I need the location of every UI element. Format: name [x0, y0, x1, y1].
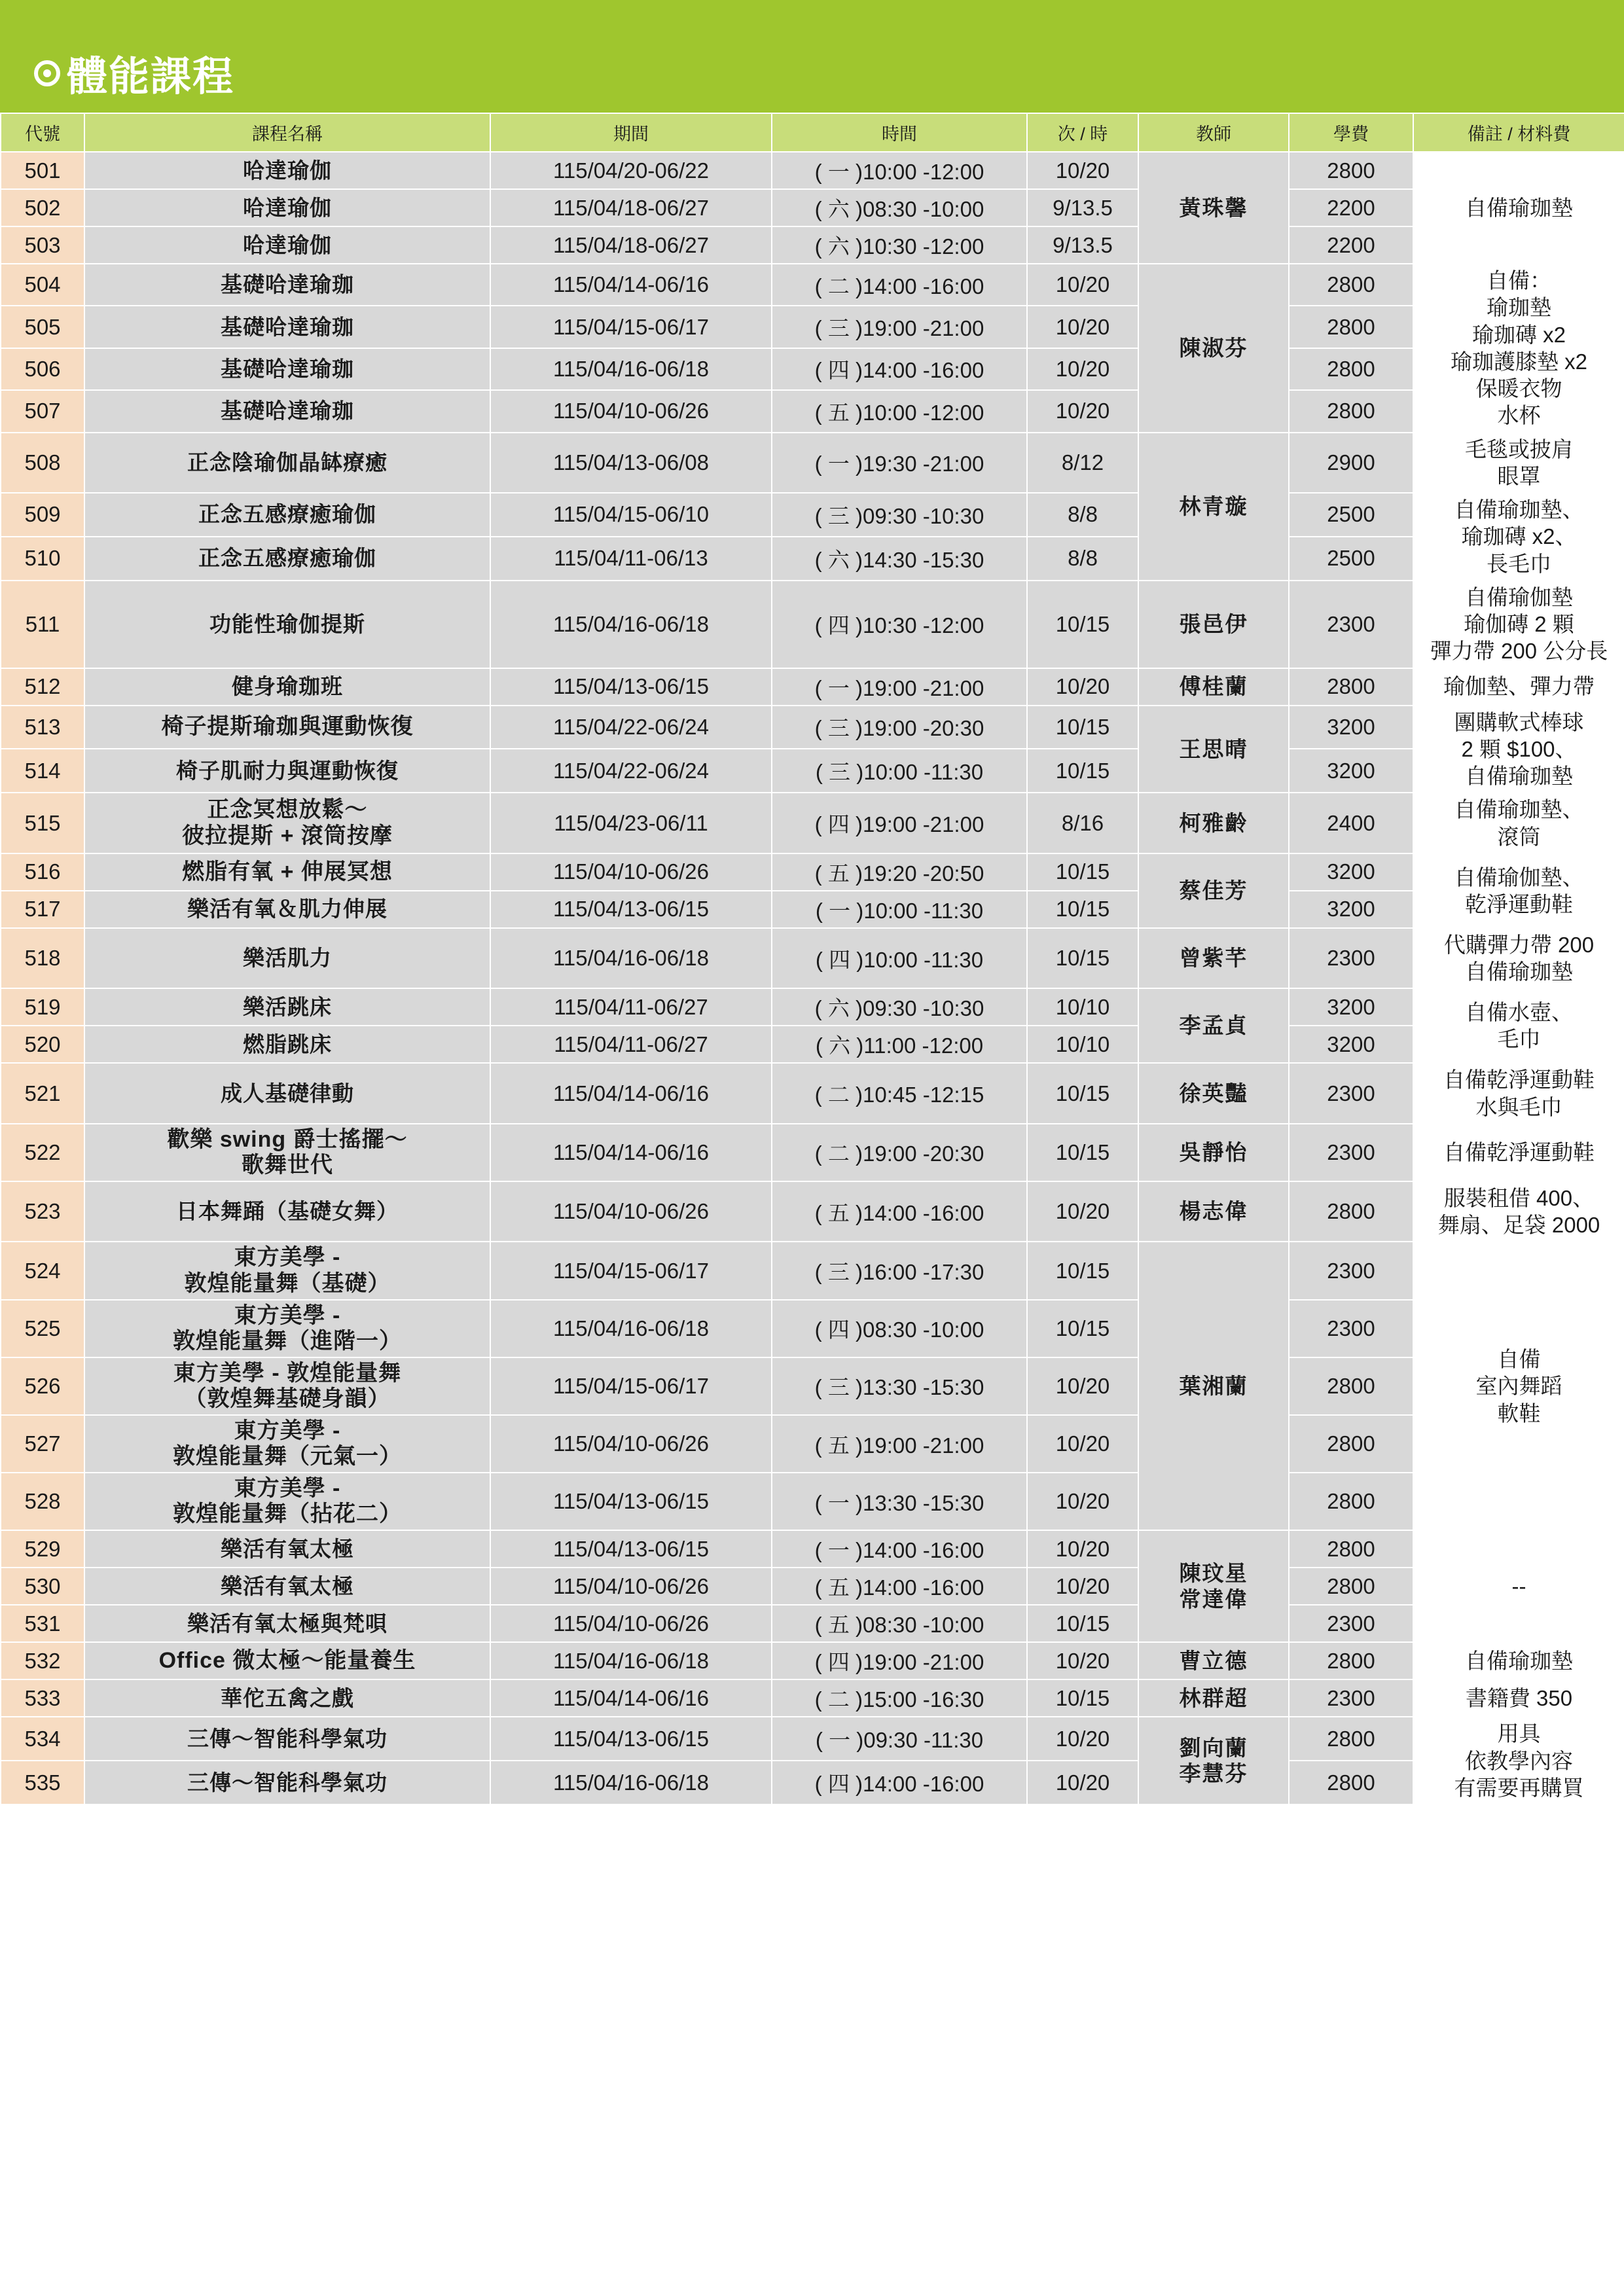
table-row: [1, 1473, 1624, 1530]
cell-period: 115/04/22-06/24: [490, 706, 772, 749]
cell-teacher: 曹立德: [1138, 1642, 1289, 1679]
cell-name: 正念五感療癒瑜伽: [84, 493, 490, 537]
cell-code: 503: [1, 226, 84, 264]
cell-fee: 3200: [1289, 1026, 1413, 1063]
cell-code: 516: [1, 853, 84, 891]
cell-name: 東方美學 - 敦煌能量舞 （敦煌舞基礎身韻）: [84, 1357, 490, 1415]
cell-note: 自備瑜珈墊、 滾筒: [1413, 793, 1624, 853]
page-header: [0, 0, 1624, 113]
cell-code: 519: [1, 988, 84, 1026]
table-row: [1, 891, 1624, 928]
column-header-note: 備註 / 材料費: [1413, 113, 1624, 152]
cell-code: 526: [1, 1357, 84, 1415]
cell-fee: 3200: [1289, 853, 1413, 891]
cell-name: 基礎哈達瑜珈: [84, 348, 490, 390]
cell-code: 506: [1, 348, 84, 390]
cell-code: 514: [1, 749, 84, 793]
cell-time: ( 一 )10:00 -12:00: [772, 152, 1027, 189]
table-row: [1, 152, 1624, 189]
cell-count: 10/20: [1027, 1761, 1138, 1804]
table-row: [1, 1242, 1624, 1299]
cell-name: 基礎哈達瑜珈: [84, 264, 490, 306]
cell-period: 115/04/16-06/18: [490, 1300, 772, 1357]
cell-time: ( 四 )10:00 -11:30: [772, 928, 1027, 989]
cell-period: 115/04/14-06/16: [490, 264, 772, 306]
table-row: [1, 348, 1624, 390]
cell-code: 520: [1, 1026, 84, 1063]
cell-time: ( 二 )10:45 -12:15: [772, 1063, 1027, 1124]
cell-period: 115/04/22-06/24: [490, 749, 772, 793]
cell-fee: 3200: [1289, 988, 1413, 1026]
cell-name: 三傳～智能科學氣功: [84, 1761, 490, 1804]
cell-count: 8/8: [1027, 537, 1138, 581]
cell-note: 自備水壺、 毛巾: [1413, 988, 1624, 1063]
cell-teacher: 黃珠馨: [1138, 152, 1289, 264]
cell-fee: 2800: [1289, 1181, 1413, 1242]
cell-fee: 2500: [1289, 493, 1413, 537]
table-row: [1, 537, 1624, 581]
cell-code: 532: [1, 1642, 84, 1679]
cell-period: 115/04/10-06/26: [490, 390, 772, 432]
table-row: [1, 493, 1624, 537]
cell-time: ( 五 )19:00 -21:00: [772, 1415, 1027, 1473]
cell-period: 115/04/13-06/15: [490, 1717, 772, 1761]
cell-period: 115/04/16-06/18: [490, 581, 772, 668]
column-header-teacher: 教師: [1138, 113, 1289, 152]
cell-teacher: 林群超: [1138, 1679, 1289, 1717]
cell-teacher: 曾紫芊: [1138, 928, 1289, 989]
cell-note: 書籍費 350: [1413, 1679, 1624, 1717]
cell-fee: 2800: [1289, 306, 1413, 348]
cell-teacher: 徐英豔: [1138, 1063, 1289, 1124]
cell-code: 507: [1, 390, 84, 432]
cell-name: 歡樂 swing 爵士搖擺～ 歌舞世代: [84, 1124, 490, 1181]
cell-count: 10/15: [1027, 853, 1138, 891]
cell-teacher: 林青璇: [1138, 433, 1289, 581]
cell-period: 115/04/14-06/16: [490, 1124, 772, 1181]
cell-name: 樂活有氧＆肌力伸展: [84, 891, 490, 928]
cell-period: 115/04/11-06/27: [490, 988, 772, 1026]
table-row: [1, 1357, 1624, 1415]
table-row: [1, 853, 1624, 891]
cell-code: 513: [1, 706, 84, 749]
cell-code: 504: [1, 264, 84, 306]
cell-count: 10/15: [1027, 1679, 1138, 1717]
cell-name: 樂活有氧太極: [84, 1568, 490, 1605]
cell-time: ( 二 )15:00 -16:30: [772, 1679, 1027, 1717]
cell-name: 基礎哈達瑜珈: [84, 390, 490, 432]
table-row: [1, 1568, 1624, 1605]
table-row: [1, 1181, 1624, 1242]
cell-period: 115/04/23-06/11: [490, 793, 772, 853]
cell-count: 10/20: [1027, 1717, 1138, 1761]
cell-note: 毛毯或披肩 眼罩: [1413, 433, 1624, 493]
cell-count: 8/16: [1027, 793, 1138, 853]
cell-fee: 2400: [1289, 793, 1413, 853]
cell-period: 115/04/16-06/18: [490, 1761, 772, 1804]
table-row: [1, 581, 1624, 668]
cell-teacher: 王思晴: [1138, 706, 1289, 793]
cell-teacher: 柯雅齡: [1138, 793, 1289, 853]
cell-count: 10/20: [1027, 1568, 1138, 1605]
table-row: [1, 1679, 1624, 1717]
cell-time: ( 二 )19:00 -20:30: [772, 1124, 1027, 1181]
cell-period: 115/04/15-06/17: [490, 1357, 772, 1415]
cell-count: 10/20: [1027, 1415, 1138, 1473]
cell-count: 10/20: [1027, 348, 1138, 390]
cell-name: 東方美學 - 敦煌能量舞（基礎）: [84, 1242, 490, 1299]
cell-fee: 3200: [1289, 706, 1413, 749]
table-row: [1, 226, 1624, 264]
cell-period: 115/04/15-06/17: [490, 306, 772, 348]
table-row: [1, 749, 1624, 793]
cell-note: --: [1413, 1530, 1624, 1642]
cell-note: 團購軟式棒球 2 顆 $100、 自備瑜珈墊: [1413, 706, 1624, 793]
cell-time: ( 五 )14:00 -16:00: [772, 1568, 1027, 1605]
cell-time: ( 四 )19:00 -21:00: [772, 793, 1027, 853]
cell-period: 115/04/15-06/10: [490, 493, 772, 537]
cell-time: ( 六 )14:30 -15:30: [772, 537, 1027, 581]
cell-count: 10/20: [1027, 264, 1138, 306]
cell-fee: 2800: [1289, 1415, 1413, 1473]
cell-count: 10/20: [1027, 1642, 1138, 1679]
cell-name: 日本舞踊（基礎女舞）: [84, 1181, 490, 1242]
cell-count: 10/15: [1027, 1063, 1138, 1124]
table-row: [1, 928, 1624, 989]
column-header-name: 課程名稱: [84, 113, 490, 152]
cell-code: 523: [1, 1181, 84, 1242]
column-header-time: 時間: [772, 113, 1027, 152]
cell-count: 10/10: [1027, 988, 1138, 1026]
table-row: [1, 1063, 1624, 1124]
cell-time: ( 四 )08:30 -10:00: [772, 1300, 1027, 1357]
cell-time: ( 五 )08:30 -10:00: [772, 1605, 1027, 1642]
cell-period: 115/04/20-06/22: [490, 152, 772, 189]
cell-note: 自備 室內舞蹈 軟鞋: [1413, 1242, 1624, 1530]
cell-count: 9/13.5: [1027, 189, 1138, 226]
table-row: [1, 1026, 1624, 1063]
table-body: [1, 152, 1624, 1804]
cell-teacher: 張邑伊: [1138, 581, 1289, 668]
cell-count: 10/20: [1027, 152, 1138, 189]
cell-name: 正念冥想放鬆～ 彼拉提斯 + 滾筒按摩: [84, 793, 490, 853]
table-row: [1, 1530, 1624, 1568]
cell-name: 功能性瑜伽提斯: [84, 581, 490, 668]
cell-code: 508: [1, 433, 84, 493]
cell-code: 528: [1, 1473, 84, 1530]
cell-period: 115/04/14-06/16: [490, 1679, 772, 1717]
table-row: [1, 793, 1624, 853]
cell-name: 椅子提斯瑜珈與運動恢復: [84, 706, 490, 749]
cell-fee: 2800: [1289, 1473, 1413, 1530]
table-row: [1, 264, 1624, 306]
cell-period: 115/04/11-06/13: [490, 537, 772, 581]
cell-count: 10/20: [1027, 1473, 1138, 1530]
cell-note: 自備瑜珈墊: [1413, 152, 1624, 264]
cell-fee: 2300: [1289, 928, 1413, 989]
cell-time: ( 四 )14:00 -16:00: [772, 348, 1027, 390]
cell-time: ( 三 )09:30 -10:30: [772, 493, 1027, 537]
cell-fee: 2300: [1289, 1124, 1413, 1181]
cell-name: 樂活肌力: [84, 928, 490, 989]
cell-name: 東方美學 - 敦煌能量舞（元氣一）: [84, 1415, 490, 1473]
cell-period: 115/04/18-06/27: [490, 189, 772, 226]
cell-teacher: 陳玟星 常達偉: [1138, 1530, 1289, 1642]
cell-count: 10/15: [1027, 891, 1138, 928]
cell-time: ( 一 )19:00 -21:00: [772, 668, 1027, 706]
cell-time: ( 一 )19:30 -21:00: [772, 433, 1027, 493]
cell-note: 服裝租借 400、 舞扇、足袋 2000: [1413, 1181, 1624, 1242]
cell-code: 535: [1, 1761, 84, 1804]
cell-name: 哈達瑜伽: [84, 226, 490, 264]
cell-note: 自備乾淨運動鞋 水與毛巾: [1413, 1063, 1624, 1124]
cell-count: 10/20: [1027, 1357, 1138, 1415]
cell-time: ( 二 )14:00 -16:00: [772, 264, 1027, 306]
cell-time: ( 五 )10:00 -12:00: [772, 390, 1027, 432]
cell-count: 10/15: [1027, 1242, 1138, 1299]
cell-count: 10/20: [1027, 306, 1138, 348]
cell-time: ( 四 )14:00 -16:00: [772, 1761, 1027, 1804]
cell-count: 10/15: [1027, 928, 1138, 989]
cell-count: 10/20: [1027, 1530, 1138, 1568]
cell-period: 115/04/11-06/27: [490, 1026, 772, 1063]
cell-time: ( 三 )10:00 -11:30: [772, 749, 1027, 793]
cell-fee: 2800: [1289, 390, 1413, 432]
cell-fee: 2800: [1289, 1568, 1413, 1605]
cell-time: ( 四 )10:30 -12:00: [772, 581, 1027, 668]
table-row: [1, 1415, 1624, 1473]
cell-period: 115/04/10-06/26: [490, 1181, 772, 1242]
cell-count: 10/20: [1027, 390, 1138, 432]
cell-code: 515: [1, 793, 84, 853]
cell-code: 533: [1, 1679, 84, 1717]
table-row: [1, 1300, 1624, 1357]
cell-code: 511: [1, 581, 84, 668]
course-table: [0, 113, 1624, 1805]
cell-fee: 2800: [1289, 264, 1413, 306]
column-header-fee: 學費: [1289, 113, 1413, 152]
cell-name: 椅子肌耐力與運動恢復: [84, 749, 490, 793]
cell-time: ( 五 )19:20 -20:50: [772, 853, 1027, 891]
cell-period: 115/04/10-06/26: [490, 1605, 772, 1642]
cell-name: 哈達瑜伽: [84, 189, 490, 226]
cell-fee: 2300: [1289, 1300, 1413, 1357]
cell-name: 哈達瑜伽: [84, 152, 490, 189]
cell-note: 用具 依教學內容 有需要再購買: [1413, 1717, 1624, 1804]
table-row: [1, 1605, 1624, 1642]
cell-fee: 2300: [1289, 1063, 1413, 1124]
cell-name: 樂活跳床: [84, 988, 490, 1026]
cell-period: 115/04/13-06/15: [490, 891, 772, 928]
cell-count: 10/10: [1027, 1026, 1138, 1063]
cell-fee: 3200: [1289, 891, 1413, 928]
cell-name: 正念陰瑜伽晶缽療癒: [84, 433, 490, 493]
cell-code: 534: [1, 1717, 84, 1761]
cell-count: 10/20: [1027, 668, 1138, 706]
cell-time: ( 六 )11:00 -12:00: [772, 1026, 1027, 1063]
cell-name: 東方美學 - 敦煌能量舞（拈花二）: [84, 1473, 490, 1530]
cell-time: ( 六 )09:30 -10:30: [772, 988, 1027, 1026]
cell-code: 530: [1, 1568, 84, 1605]
cell-note: 自備瑜伽墊、 乾淨運動鞋: [1413, 853, 1624, 928]
cell-period: 115/04/13-06/15: [490, 1473, 772, 1530]
cell-code: 512: [1, 668, 84, 706]
cell-period: 115/04/10-06/26: [490, 1568, 772, 1605]
cell-count: 9/13.5: [1027, 226, 1138, 264]
cell-fee: 2800: [1289, 1642, 1413, 1679]
table-row: [1, 706, 1624, 749]
cell-teacher: 劉向蘭 李慧芬: [1138, 1717, 1289, 1804]
cell-count: 10/15: [1027, 1300, 1138, 1357]
cell-period: 115/04/15-06/17: [490, 1242, 772, 1299]
cell-count: 8/12: [1027, 433, 1138, 493]
cell-teacher: 葉湘蘭: [1138, 1242, 1289, 1530]
cell-period: 115/04/13-06/15: [490, 668, 772, 706]
cell-name: 樂活有氧太極: [84, 1530, 490, 1568]
cell-name: 東方美學 - 敦煌能量舞（進階一）: [84, 1300, 490, 1357]
cell-fee: 2800: [1289, 1357, 1413, 1415]
cell-period: 115/04/14-06/16: [490, 1063, 772, 1124]
cell-time: ( 三 )16:00 -17:30: [772, 1242, 1027, 1299]
cell-code: 521: [1, 1063, 84, 1124]
cell-period: 115/04/13-06/08: [490, 433, 772, 493]
table-row: [1, 189, 1624, 226]
cell-code: 531: [1, 1605, 84, 1642]
page-title-text: 體能課程: [67, 54, 235, 99]
cell-code: 510: [1, 537, 84, 581]
cell-note: 自備瑜伽墊 瑜伽磚 2 顆 彈力帶 200 公分長: [1413, 581, 1624, 668]
cell-time: ( 五 )14:00 -16:00: [772, 1181, 1027, 1242]
cell-fee: 3200: [1289, 749, 1413, 793]
cell-period: 115/04/16-06/18: [490, 928, 772, 989]
cell-time: ( 三 )19:00 -20:30: [772, 706, 1027, 749]
cell-fee: 2300: [1289, 581, 1413, 668]
cell-code: 525: [1, 1300, 84, 1357]
cell-teacher: 傅桂蘭: [1138, 668, 1289, 706]
cell-fee: 2200: [1289, 226, 1413, 264]
cell-name: 成人基礎律動: [84, 1063, 490, 1124]
cell-name: 燃脂有氧 + 伸展冥想: [84, 853, 490, 891]
cell-note: 自備乾淨運動鞋: [1413, 1124, 1624, 1181]
cell-name: 健身瑜珈班: [84, 668, 490, 706]
cell-time: ( 三 )13:30 -15:30: [772, 1357, 1027, 1415]
cell-period: 115/04/18-06/27: [490, 226, 772, 264]
cell-fee: 2300: [1289, 1242, 1413, 1299]
cell-fee: 2800: [1289, 152, 1413, 189]
table-row: [1, 988, 1624, 1026]
cell-fee: 2200: [1289, 189, 1413, 226]
cell-count: 10/15: [1027, 1124, 1138, 1181]
cell-name: Office 微太極～能量養生: [84, 1642, 490, 1679]
column-header-count: 次 / 時: [1027, 113, 1138, 152]
cell-teacher: 陳淑芬: [1138, 264, 1289, 433]
cell-count: 10/15: [1027, 1605, 1138, 1642]
cell-time: ( 一 )14:00 -16:00: [772, 1530, 1027, 1568]
cell-time: ( 六 )10:30 -12:00: [772, 226, 1027, 264]
cell-teacher: 楊志偉: [1138, 1181, 1289, 1242]
page-title: [34, 44, 234, 102]
cell-code: 505: [1, 306, 84, 348]
table-row: [1, 433, 1624, 493]
table-row: [1, 1124, 1624, 1181]
cell-fee: 2500: [1289, 537, 1413, 581]
cell-count: 10/15: [1027, 749, 1138, 793]
cell-period: 115/04/16-06/18: [490, 348, 772, 390]
cell-time: ( 一 )13:30 -15:30: [772, 1473, 1027, 1530]
cell-code: 522: [1, 1124, 84, 1181]
cell-note: 自備瑜珈墊: [1413, 1642, 1624, 1679]
cell-period: 115/04/10-06/26: [490, 853, 772, 891]
table-row: [1, 668, 1624, 706]
cell-code: 501: [1, 152, 84, 189]
table-row: [1, 1642, 1624, 1679]
cell-teacher: 李孟貞: [1138, 988, 1289, 1063]
cell-time: ( 一 )10:00 -11:30: [772, 891, 1027, 928]
table-header-row: [1, 113, 1624, 152]
cell-code: 524: [1, 1242, 84, 1299]
cell-period: 115/04/13-06/15: [490, 1530, 772, 1568]
cell-code: 517: [1, 891, 84, 928]
cell-code: 518: [1, 928, 84, 989]
column-header-code: 代號: [1, 113, 84, 152]
cell-count: 10/20: [1027, 1181, 1138, 1242]
table-row: [1, 390, 1624, 432]
cell-name: 三傳～智能科學氣功: [84, 1717, 490, 1761]
cell-fee: 2800: [1289, 668, 1413, 706]
cell-time: ( 一 )09:30 -11:30: [772, 1717, 1027, 1761]
cell-time: ( 三 )19:00 -21:00: [772, 306, 1027, 348]
cell-name: 華佗五禽之戲: [84, 1679, 490, 1717]
cell-note: 自備瑜珈墊、 瑜珈磚 x2、 長毛巾: [1413, 493, 1624, 581]
circle-bullet-icon: [34, 60, 60, 86]
cell-time: ( 四 )19:00 -21:00: [772, 1642, 1027, 1679]
cell-teacher: 蔡佳芳: [1138, 853, 1289, 928]
table-row: [1, 306, 1624, 348]
cell-code: 509: [1, 493, 84, 537]
cell-fee: 2800: [1289, 348, 1413, 390]
cell-fee: 2300: [1289, 1679, 1413, 1717]
cell-count: 10/15: [1027, 706, 1138, 749]
table-row: [1, 1717, 1624, 1761]
cell-name: 正念五感療癒瑜伽: [84, 537, 490, 581]
table-row: [1, 1761, 1624, 1804]
cell-name: 樂活有氧太極與梵唄: [84, 1605, 490, 1642]
cell-period: 115/04/16-06/18: [490, 1642, 772, 1679]
cell-note: 代購彈力帶 200 自備瑜珈墊: [1413, 928, 1624, 989]
cell-time: ( 六 )08:30 -10:00: [772, 189, 1027, 226]
cell-note: 自備： 瑜珈墊 瑜珈磚 x2 瑜珈護膝墊 x2 保暖衣物 水杯: [1413, 264, 1624, 433]
cell-period: 115/04/10-06/26: [490, 1415, 772, 1473]
cell-fee: 2800: [1289, 1530, 1413, 1568]
cell-note: 瑜伽墊、彈力帶: [1413, 668, 1624, 706]
cell-fee: 2800: [1289, 1717, 1413, 1761]
cell-code: 502: [1, 189, 84, 226]
cell-count: 10/15: [1027, 581, 1138, 668]
column-header-period: 期間: [490, 113, 772, 152]
cell-fee: 2800: [1289, 1761, 1413, 1804]
cell-code: 527: [1, 1415, 84, 1473]
cell-name: 燃脂跳床: [84, 1026, 490, 1063]
cell-fee: 2300: [1289, 1605, 1413, 1642]
cell-fee: 2900: [1289, 433, 1413, 493]
cell-teacher: 吳靜怡: [1138, 1124, 1289, 1181]
cell-code: 529: [1, 1530, 84, 1568]
cell-name: 基礎哈達瑜珈: [84, 306, 490, 348]
cell-count: 8/8: [1027, 493, 1138, 537]
